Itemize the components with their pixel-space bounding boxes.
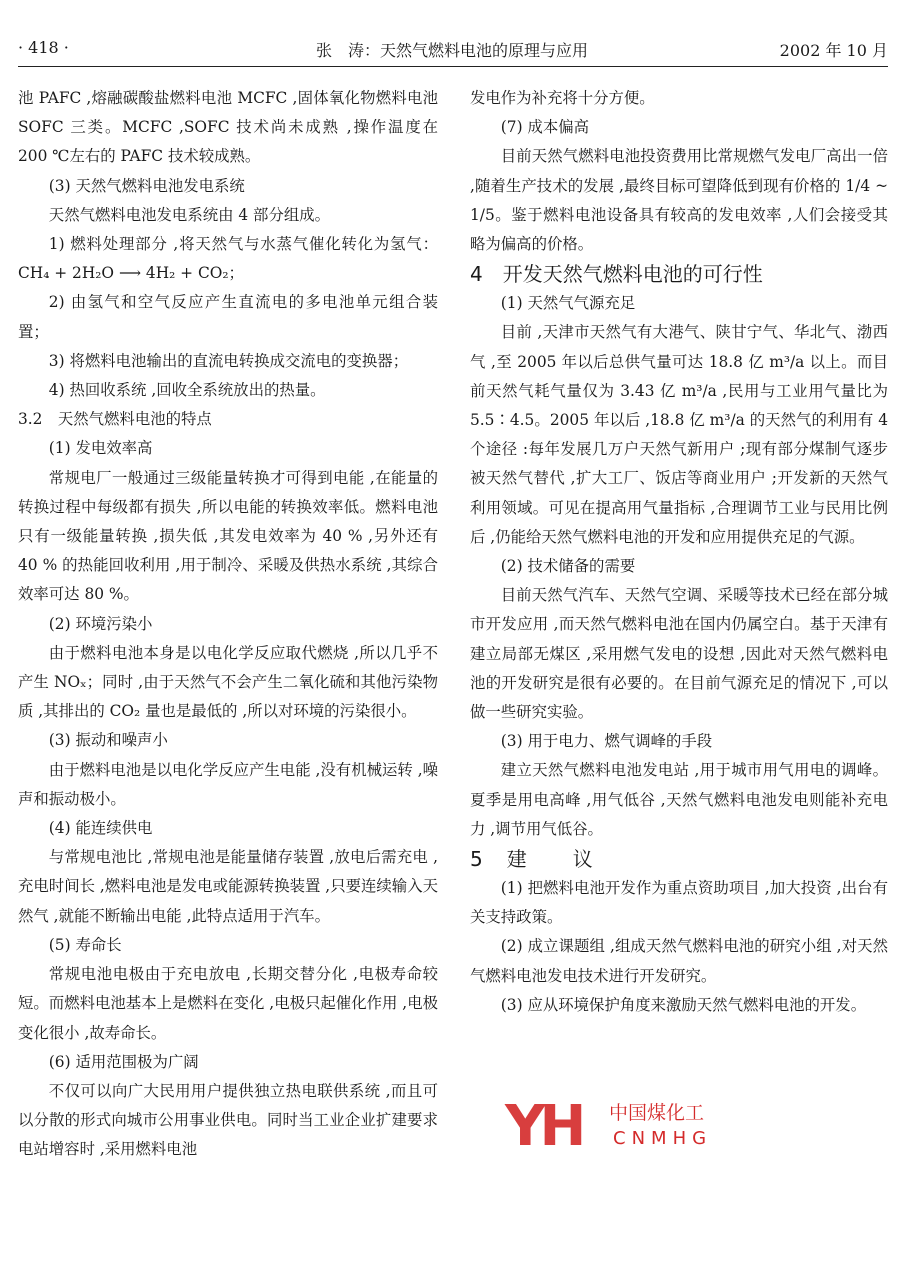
paragraph: 由于燃料电池本身是以电化学反应取代燃烧 ,所以几乎不产生 NOₓ；同时 ,由于天然气不会产生二氧化硫和其他污染物质 ,其排出的 CO₂ 量也是最低的 ,所以对环境的污染很小。	[18, 643, 438, 721]
watermark-name-en: CNMHG	[613, 1128, 713, 1149]
paragraph: (4) 能连续供电	[48, 819, 153, 838]
paragraph: 建立天然气燃料电池发电站 ,用于城市用气用电的调峰。夏季是用电高峰 ,用气低谷 ,天然气燃料电池发电则能补充电力 ,调节用气低谷。	[470, 761, 888, 838]
paragraph: (7) 成本偏高	[500, 118, 590, 137]
section-4-title: 4 开发天然气燃料电池的可行性	[470, 262, 763, 287]
paragraph: 发电作为补充将十分方便。	[470, 89, 655, 107]
paragraph: 与常规电池比 ,常规电池是能量储存装置 ,放电后需充电 ,充电时间长 ,燃料电池是发电或能源转换装置 ,只要连续输入天然气 ,就能不断输出电能 ,此特点适用于汽车。	[18, 848, 438, 925]
paragraph: 3.2 天然气燃料电池的特点	[18, 410, 212, 429]
paragraph: 不仅可以向广大民用用户提供独立热电联供系统 ,而且可以分散的形式向城市公用事业供电。同时当工业企业扩建要求电站增容时 ,采用燃料电池	[18, 1081, 438, 1159]
paragraph: (1) 发电效率高	[48, 439, 153, 458]
section-5-body	[470, 874, 888, 1020]
left-column	[18, 84, 438, 1165]
right-column	[470, 84, 888, 1020]
running-title: 张 涛：天然气燃料电池的原理与应用	[316, 41, 589, 60]
paragraph: (5) 寿命长	[48, 935, 122, 954]
paragraph: (1) 天然气气源充足	[500, 294, 636, 313]
paragraph: 常规电池电极由于充电放电 ,长期交替分化 ,电极寿命较短。而燃料电池基本上是燃料在变化 ,电极只起催化作用 ,电极变化很小 ,故寿命长。	[18, 965, 438, 1042]
paragraph: (3) 振动和噪声小	[48, 731, 168, 750]
cnmhg-watermark	[505, 1096, 730, 1158]
paragraph: (2) 技术储备的需要	[500, 557, 636, 576]
paragraph: (2) 环境污染小	[48, 614, 153, 633]
paragraph: (2) 成立课题组 ,组成天然气燃料电池的研究小组 ,对天然气燃料电池发电技术进行开发研究。	[470, 937, 888, 985]
watermark-logo: YH	[505, 1094, 581, 1159]
header-rule	[18, 66, 888, 67]
issue-date: 2002 年 10 月	[779, 41, 888, 60]
paragraph: (6) 适用范围极为广阔	[48, 1052, 199, 1071]
paragraph: 由于燃料电池是以电化学反应产生电能 ,没有机械运转 ,噪声和振动极小。	[18, 760, 438, 808]
paragraph: (3) 应从环境保护角度来激励天然气燃料电池的开发。	[500, 995, 867, 1014]
paragraph: 常规电厂一般通过三级能量转换才可得到电能 ,在能量的转换过程中每级都有损失 ,所以电能的转换效率低。燃料电池只有一级能量转换 ,损失低 ,其发电效率为 40 % ,另外还有 40 % 的热能回收利用 ,用于制冷、采暖及供热水系统 ,其综合效率可达 80 %。	[18, 468, 438, 604]
section-5-title: 5 建 议	[470, 847, 595, 872]
right-column-top	[470, 84, 888, 259]
paragraph: (3) 用于电力、燃气调峰的手段	[500, 732, 713, 751]
section-4-body	[470, 289, 888, 844]
running-header	[18, 38, 888, 68]
paragraph: 目前天然气汽车、天然气空调、采暖等技术已经在部分城市开发应用 ,而天然气燃料电池在国内仍属空白。基于天津有建立局部无煤区 ,采用燃气发电的设想 ,因此对天然气燃料电池的开发研究是很有必要的。在目前气源充足的情况下 ,可以做一些研究实验。	[470, 586, 888, 722]
paragraph: 目前天然气燃料电池投资费用比常规燃气发电厂高出一倍 ,随着生产技术的发展 ,最终目标可望降低到现有价格的 1/4 ~ 1/5。鉴于燃料电池设备具有较高的发电效率 ,人们会接受其略为偏高的价格。	[470, 147, 888, 254]
page-number: · 418 ·	[18, 38, 69, 57]
paragraph: (3) 天然气燃料电池发电系统	[48, 176, 245, 195]
paragraph: (1) 把燃料电池开发作为重点资助项目 ,加大投资 ,出台有关支持政策。	[470, 879, 888, 927]
paragraph: 3) 将燃料电池输出的直流电转换成交流电的变换器；	[48, 351, 409, 370]
paragraph: 天然气燃料电池发电系统由 4 部分组成。	[48, 205, 331, 224]
paragraph: 2) 由氢气和空气反应产生直流电的多电池单元组合装置；	[18, 293, 438, 341]
paragraph: 1) 燃料处理部分 ,将天然气与水蒸气催化转化为氢气：CH₄ + 2H₂O ⟶ 4H₂ + CO₂；	[18, 235, 438, 283]
paragraph: 4) 热回收系统 ,回收全系统放出的热量。	[48, 381, 326, 400]
watermark-name-cn: 中国煤化工	[609, 1102, 705, 1124]
paragraph: 目前 ,天津市天然气有大港气、陕甘宁气、华北气、渤西气 ,至 2005 年以后总供气量可达 18.8 亿 m³/a 以上。而目前天然气耗气量仅为 3.43 亿 m³/a ,民用与工业用气量比为 5.5∶4.5。2005 年以后 ,18.8 亿 m³/a 的天然气的利用有 4 个途径 :每年发展几万户天然气新用户 ;现有部分煤制气逐步被天然气替代 ,扩大工厂、饭店等商业用户 ;开发新的天然气利用领域。可见在提高用气量指标 ,合理调节工业与民用比例后 ,仍能给天然气燃料电池的开发和应用提供充足的气源。	[470, 323, 888, 546]
paragraph: 池 PAFC ,熔融碳酸盐燃料电池 MCFC ,固体氧化物燃料电池 SOFC 三类。MCFC ,SOFC 技术尚未成熟 ,操作温度在 200 ℃左右的 PAFC 技术较成熟。	[18, 89, 438, 166]
